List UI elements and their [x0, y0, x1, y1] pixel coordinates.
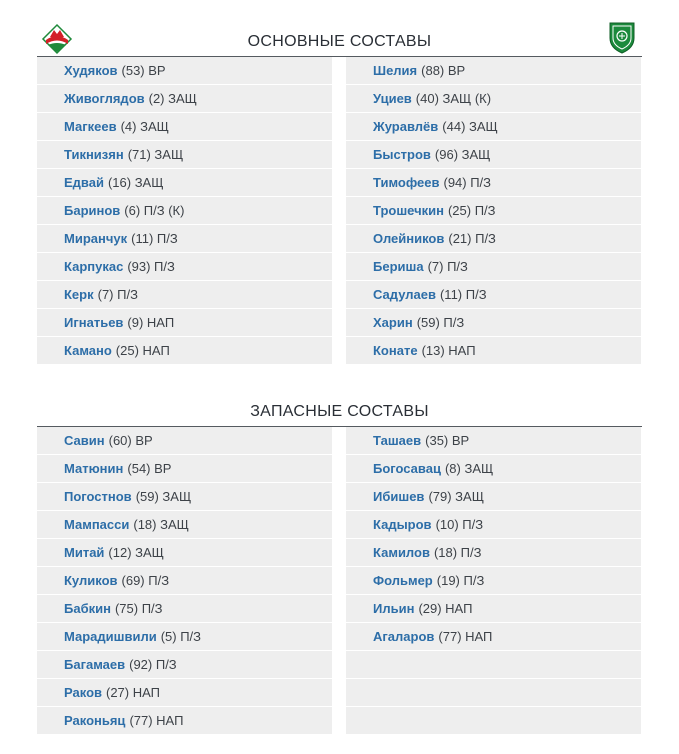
player-info: (7) П/З — [427, 259, 468, 274]
player-info: (92) П/З — [129, 657, 177, 672]
empty-list-item — [346, 707, 641, 735]
player-link[interactable]: Раков — [64, 685, 102, 700]
player-info: (9) НАП — [127, 315, 175, 330]
player-link[interactable]: Миранчук — [64, 231, 128, 246]
empty-list-item — [346, 651, 641, 679]
list-item — [346, 141, 641, 169]
player-link[interactable]: Уциев — [373, 91, 412, 106]
home-substitutes — [37, 427, 332, 735]
list-item — [346, 253, 641, 281]
list-item — [37, 281, 332, 309]
list-item — [37, 225, 332, 253]
player-info: (6) П/З (К) — [124, 203, 185, 218]
player-link[interactable]: Камано — [64, 343, 112, 358]
list-item — [37, 455, 332, 483]
player-info: (59) ЗАЩ — [135, 489, 192, 504]
list-item — [37, 679, 332, 707]
player-info: (19) П/З — [436, 573, 485, 588]
player-link[interactable]: Конате — [373, 343, 418, 358]
player-link[interactable]: Харин — [373, 315, 413, 330]
player-info: (5) П/З — [160, 629, 202, 644]
player-info: (2) ЗАЩ — [148, 91, 197, 106]
player-link[interactable]: Едвай — [64, 175, 104, 190]
list-item — [346, 169, 641, 197]
player-info: (69) П/З — [121, 573, 170, 588]
lokomotiv-logo-icon — [41, 23, 73, 60]
main-lineups-header — [37, 30, 642, 57]
list-item — [346, 427, 641, 455]
list-item — [37, 623, 332, 651]
player-link[interactable]: Игнатьев — [64, 315, 124, 330]
player-info: (25) П/З — [447, 203, 496, 218]
list-item — [37, 85, 332, 113]
list-item — [37, 595, 332, 623]
player-info: (59) П/З — [416, 315, 465, 330]
list-item — [37, 337, 332, 365]
list-item — [346, 225, 641, 253]
list-item — [346, 85, 641, 113]
player-info: (25) НАП — [115, 343, 170, 358]
player-info: (13) НАП — [421, 343, 476, 358]
player-link[interactable]: Матюнин — [64, 461, 124, 476]
player-link[interactable]: Мампасси — [64, 517, 130, 532]
akhmat-logo-icon — [607, 20, 637, 59]
list-item — [37, 309, 332, 337]
player-link[interactable]: Бабкин — [64, 601, 111, 616]
home-starting-lineup — [37, 57, 332, 365]
list-item — [37, 197, 332, 225]
player-link[interactable]: Ташаев — [373, 433, 422, 448]
player-link[interactable]: Карпукас — [64, 259, 124, 274]
list-item — [346, 595, 641, 623]
player-info: (21) П/З — [448, 231, 496, 246]
player-link[interactable]: Магкеев — [64, 119, 117, 134]
player-link[interactable]: Кадыров — [373, 517, 432, 532]
player-link[interactable]: Ибишев — [373, 489, 425, 504]
player-info: (93) П/З — [127, 259, 175, 274]
player-link[interactable]: Баринов — [64, 203, 121, 218]
player-link[interactable]: Живоглядов — [64, 91, 145, 106]
player-link[interactable]: Ильин — [373, 601, 415, 616]
player-info: (4) ЗАЩ — [120, 119, 169, 134]
player-info: (35) ВР — [425, 433, 470, 448]
player-link[interactable]: Митай — [64, 545, 105, 560]
list-item — [346, 511, 641, 539]
list-item — [37, 141, 332, 169]
player-info: (44) ЗАЩ — [442, 119, 498, 134]
list-item — [37, 539, 332, 567]
list-item — [37, 113, 332, 141]
player-info: (54) ВР — [127, 461, 172, 476]
main-lineups-title: ОСНОВНЫЕ СОСТАВЫ — [247, 33, 432, 50]
player-info: (16) ЗАЩ — [107, 175, 164, 190]
player-info: (88) ВР — [421, 63, 466, 78]
player-link[interactable]: Богосавац — [373, 461, 441, 476]
player-link[interactable]: Фольмер — [373, 573, 433, 588]
player-info: (71) ЗАЩ — [127, 147, 184, 162]
list-item — [346, 337, 641, 365]
player-info: (53) ВР — [121, 63, 166, 78]
player-info: (12) ЗАЩ — [108, 545, 164, 560]
player-link[interactable]: Шелия — [373, 63, 418, 78]
player-link[interactable]: Тимофеев — [373, 175, 440, 190]
player-info: (79) ЗАЩ — [428, 489, 484, 504]
list-item — [346, 455, 641, 483]
player-info: (29) НАП — [418, 601, 473, 616]
away-substitutes — [346, 427, 641, 735]
player-link[interactable]: Агаларов — [373, 629, 435, 644]
player-info: (11) П/З — [439, 287, 487, 302]
player-link[interactable]: Олейников — [373, 231, 445, 246]
player-link[interactable]: Трошечкин — [373, 203, 444, 218]
empty-list-item — [346, 679, 641, 707]
player-link[interactable]: Погостнов — [64, 489, 132, 504]
list-item — [346, 281, 641, 309]
list-item — [37, 483, 332, 511]
player-info: (11) П/З — [131, 231, 178, 246]
player-link[interactable]: Керк — [64, 287, 94, 302]
player-info: (96) ЗАЩ — [434, 147, 491, 162]
list-item — [346, 483, 641, 511]
subs-lineups-title: ЗАПАСНЫЕ СОСТАВЫ — [250, 403, 429, 420]
list-item — [346, 197, 641, 225]
player-info: (60) ВР — [108, 433, 153, 448]
list-item — [37, 707, 332, 735]
player-info: (77) НАП — [438, 629, 493, 644]
player-link[interactable]: Садулаев — [373, 287, 436, 302]
player-link[interactable]: Марадишвили — [64, 629, 157, 644]
player-link[interactable]: Быстров — [373, 147, 431, 162]
list-item — [346, 567, 641, 595]
player-link[interactable]: Камилов — [373, 545, 430, 560]
list-item — [346, 57, 641, 85]
list-item — [346, 113, 641, 141]
player-link[interactable]: Бериша — [373, 259, 424, 274]
list-item — [346, 623, 641, 651]
player-info: (75) П/З — [114, 601, 163, 616]
player-info: (77) НАП — [129, 713, 184, 728]
player-link[interactable]: Куликов — [64, 573, 118, 588]
list-item — [37, 651, 332, 679]
player-link[interactable]: Раконьяц — [64, 713, 126, 728]
player-info: (40) ЗАЩ (К) — [415, 91, 492, 106]
player-link[interactable]: Савин — [64, 433, 105, 448]
player-info: (18) ЗАЩ — [133, 517, 189, 532]
list-item — [37, 57, 332, 85]
player-link[interactable]: Багамаев — [64, 657, 126, 672]
player-link[interactable]: Журавлёв — [373, 119, 439, 134]
list-item — [346, 309, 641, 337]
away-starting-lineup — [346, 57, 641, 365]
player-info: (94) П/З — [443, 175, 492, 190]
player-link[interactable]: Тикнизян — [64, 147, 124, 162]
player-info: (8) ЗАЩ — [444, 461, 494, 476]
subs-lineups-header — [37, 400, 642, 427]
list-item — [37, 253, 332, 281]
list-item — [37, 567, 332, 595]
list-item — [37, 427, 332, 455]
list-item — [37, 169, 332, 197]
player-link[interactable]: Худяков — [64, 63, 118, 78]
list-item — [37, 511, 332, 539]
player-info: (18) П/З — [433, 545, 482, 560]
list-item — [346, 539, 641, 567]
player-info: (10) П/З — [435, 517, 484, 532]
player-info: (7) П/З — [97, 287, 138, 302]
player-info: (27) НАП — [106, 685, 160, 700]
